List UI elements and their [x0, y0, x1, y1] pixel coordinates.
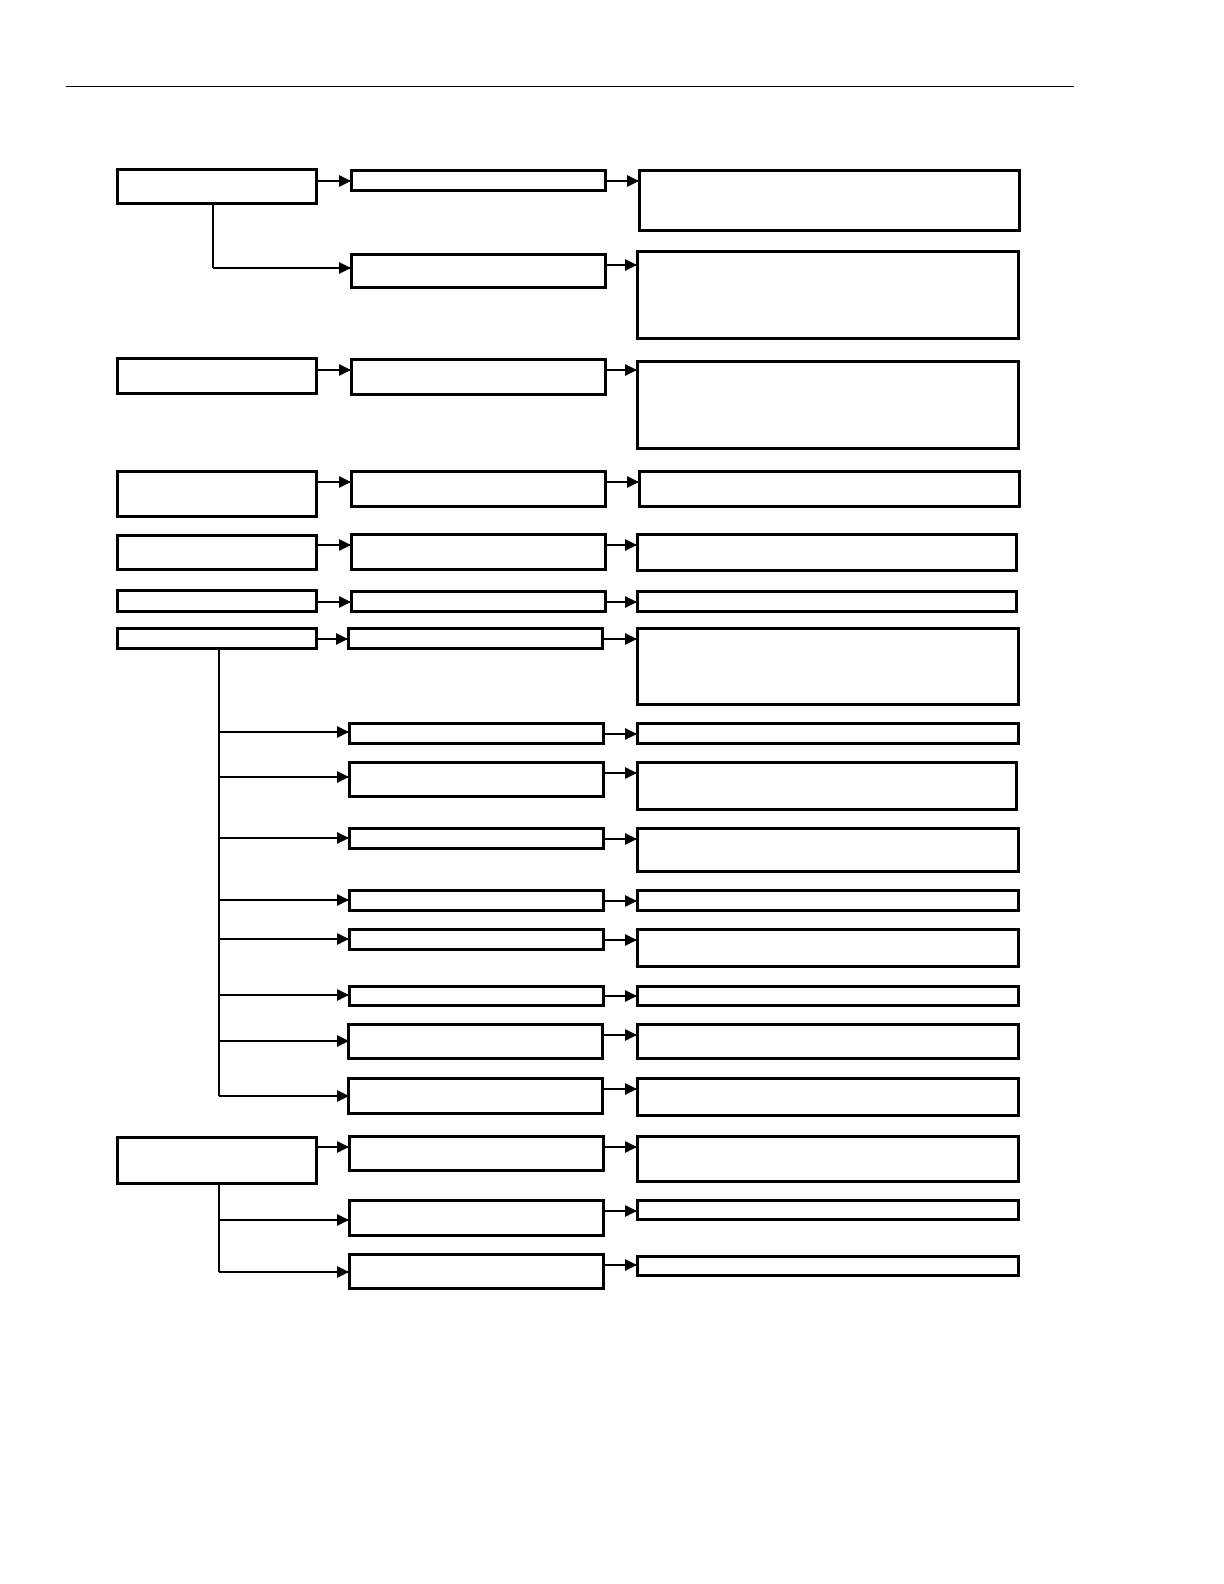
middle-box-15 — [347, 1077, 604, 1115]
left-box-2 — [116, 357, 318, 395]
middle-box-17 — [348, 1199, 605, 1237]
right-box-9 — [636, 761, 1018, 811]
left-box-6 — [116, 627, 318, 650]
right-box-10 — [636, 827, 1020, 873]
right-box-2 — [636, 250, 1020, 340]
right-box-13 — [636, 985, 1020, 1007]
middle-box-14 — [347, 1023, 604, 1060]
right-box-17 — [636, 1199, 1020, 1221]
left-box-3 — [116, 470, 318, 518]
right-box-7 — [636, 627, 1020, 706]
right-box-12 — [636, 928, 1020, 968]
left-box-1 — [116, 168, 318, 205]
middle-box-1 — [350, 169, 607, 192]
middle-box-6 — [350, 590, 607, 613]
right-box-11 — [636, 889, 1020, 912]
middle-box-7 — [347, 627, 604, 650]
middle-box-5 — [350, 533, 607, 571]
middle-box-11 — [348, 889, 605, 912]
middle-box-16 — [348, 1135, 605, 1172]
left-box-5 — [116, 589, 318, 613]
middle-box-10 — [348, 827, 605, 850]
middle-box-8 — [348, 722, 605, 745]
right-box-18 — [636, 1255, 1020, 1277]
right-box-1 — [638, 169, 1021, 232]
left-box-7 — [116, 1136, 318, 1185]
middle-box-2 — [350, 253, 607, 289]
right-box-4 — [638, 470, 1021, 508]
right-box-3 — [636, 360, 1020, 450]
right-box-6 — [636, 590, 1018, 613]
right-box-8 — [636, 722, 1020, 745]
middle-box-18 — [348, 1253, 605, 1290]
right-box-14 — [636, 1023, 1020, 1060]
right-box-15 — [636, 1077, 1020, 1117]
right-box-5 — [636, 533, 1018, 572]
middle-box-13 — [348, 985, 605, 1007]
middle-box-4 — [350, 470, 607, 508]
middle-box-12 — [348, 928, 605, 951]
left-box-4 — [116, 534, 318, 571]
middle-box-9 — [348, 761, 605, 798]
middle-box-3 — [350, 358, 607, 396]
right-box-16 — [636, 1135, 1020, 1183]
